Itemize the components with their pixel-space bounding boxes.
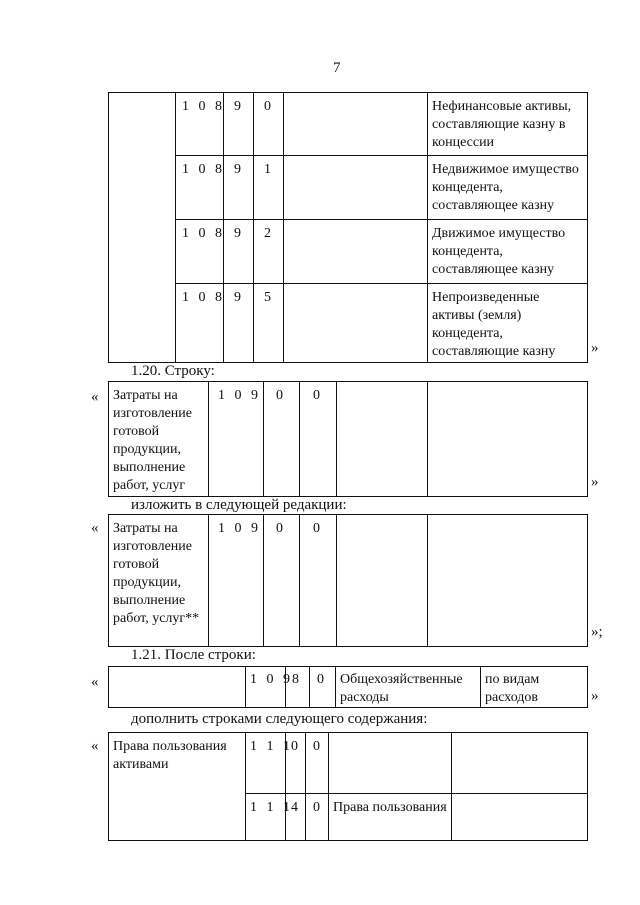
- table-row-code: 1 1 1: [250, 800, 293, 815]
- table-row-code: 1 0 8: [182, 162, 225, 177]
- instruction-replace: изложить в следующей редакции:: [131, 497, 347, 513]
- table-row-code: 1 0 8: [182, 290, 225, 305]
- table-row-name: Общехозяйственные расходы: [340, 672, 463, 705]
- open-quote: «: [91, 389, 99, 405]
- table-row-name: Права пользования активами: [113, 739, 227, 772]
- table-row-code: 1 0 8: [182, 99, 225, 114]
- table-row-code: 1 0 8: [182, 226, 225, 241]
- table-row-code: 1 0 9: [250, 672, 293, 687]
- table-row-subgroup: 5: [264, 290, 271, 305]
- table-row-group: 8: [292, 672, 299, 687]
- table-row-subgroup: 0: [264, 99, 271, 114]
- instruction-append: дополнить строками следующего содержания:: [131, 711, 428, 727]
- table-row-group: 0: [276, 388, 283, 403]
- table-row-name: Затраты на изготовление готовой продукции, выполнение работ, услуг: [113, 388, 192, 493]
- section-heading-1-20: 1.20. Строку:: [131, 363, 215, 379]
- table-row-subgroup: 0: [317, 672, 324, 687]
- close-quote: »: [591, 340, 599, 356]
- open-quote: «: [91, 738, 99, 754]
- table-row-name: Движимое имущество концедента, составляющее казну: [432, 226, 566, 277]
- table-row-name: Недвижимое имущество концедента, составляющее казну: [432, 162, 579, 213]
- table-row-name: Затраты на изготовление готовой продукции, выполнение работ, услуг**: [113, 521, 200, 626]
- open-quote: «: [91, 520, 99, 536]
- table-row-code: 1 0 9: [218, 388, 261, 403]
- table-row-group: 9: [234, 226, 241, 241]
- table-row-subgroup: 0: [313, 800, 320, 815]
- open-quote: «: [91, 674, 99, 690]
- table-row-subgroup: 0: [313, 388, 320, 403]
- table-row-code: 1 1 1: [250, 739, 293, 754]
- table-row-group: 0: [276, 521, 283, 536]
- table-row-group: 4: [291, 800, 298, 815]
- close-quote: »: [591, 474, 599, 490]
- table-row-group: 9: [234, 99, 241, 114]
- table-row-name: Непроизведенные активы (земля) концедента, составляющие казну: [432, 290, 556, 359]
- section-heading-1-21: 1.21. После строки:: [131, 647, 256, 663]
- table-row-group: 0: [291, 739, 298, 754]
- table-row-group: 9: [234, 162, 241, 177]
- table-row-name: Права пользования: [333, 800, 447, 815]
- table-row-group: 9: [234, 290, 241, 305]
- page-number: 7: [333, 60, 341, 76]
- table-row-subgroup: 0: [313, 521, 320, 536]
- table-row-note: по видам расходов: [485, 672, 540, 705]
- close-quote: »;: [591, 624, 603, 640]
- close-quote: »: [591, 688, 599, 704]
- table-row-code: 1 0 9: [218, 521, 261, 536]
- table-row-subgroup: 0: [313, 739, 320, 754]
- table-row-subgroup: 2: [264, 226, 271, 241]
- table-row-name: Нефинансовые активы, составляющие казну в концессии: [432, 99, 572, 150]
- table-row-subgroup: 1: [264, 162, 271, 177]
